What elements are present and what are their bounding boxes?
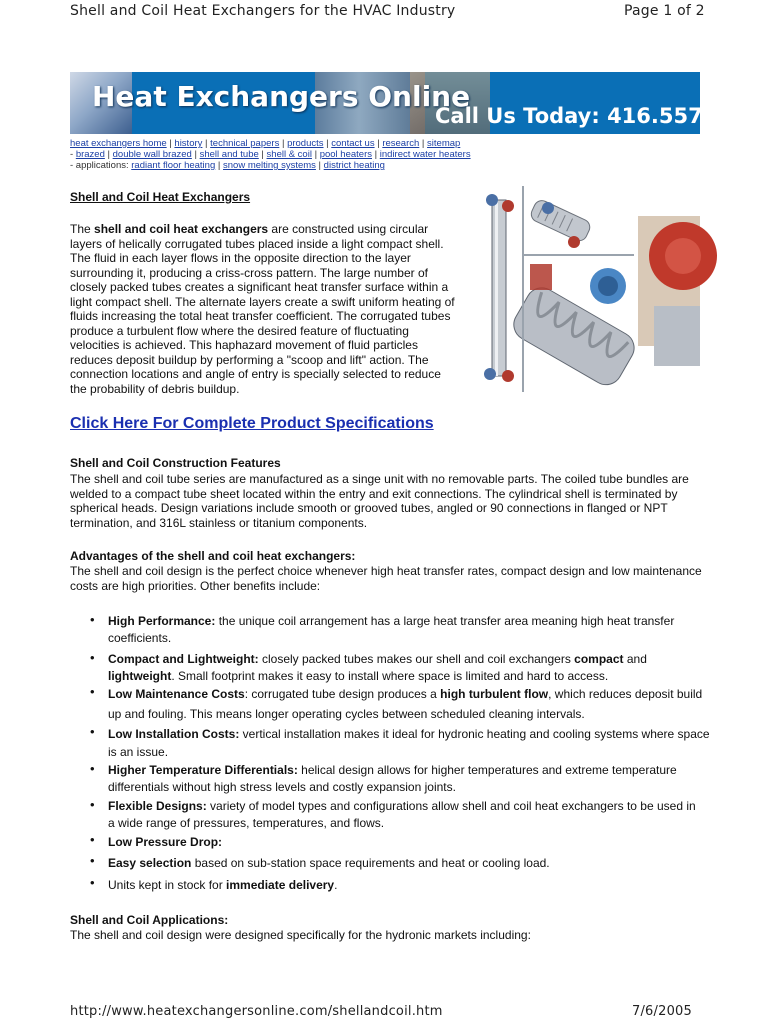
nav-row-prefix: - — [70, 149, 76, 160]
nav-link-products[interactable]: products — [287, 138, 324, 149]
benefit-item — [90, 761, 700, 797]
intro-line: layers of helically corrugated tubes placed inside a light compact shell. — [70, 236, 444, 251]
intro-line: are constructed using circular — [268, 222, 429, 236]
nav-link-contact-us[interactable]: contact us — [331, 138, 375, 149]
benefit-item — [90, 684, 703, 724]
benefit-text: and — [623, 652, 647, 666]
nav-link-indirect-water-heaters[interactable]: indirect water heaters — [379, 149, 471, 160]
benefit-text: is an issue. — [108, 745, 169, 759]
benefit-emphasis: compact — [574, 652, 624, 666]
construction-heading: Shell and Coil Construction Features — [70, 456, 281, 470]
construction-paragraph — [70, 472, 700, 530]
benefit-title: Low Installation Costs: — [108, 727, 240, 741]
nav-row-applications: - applications: radiant floor heating | snow melting systems | district heating — [70, 160, 385, 171]
intro-line: light compact shell. The alternate layers create a swift uniform heating of — [70, 294, 455, 309]
nav-link-brazed[interactable]: brazed — [75, 149, 105, 160]
print-footer-url: http://www.heatexchangersonline.com/shellandcoil.htm — [70, 1004, 443, 1019]
benefit-text: , which reduces deposit build — [548, 687, 703, 701]
nav-link-sitemap[interactable]: sitemap — [427, 138, 461, 149]
nav-link-shell-and-coil[interactable]: shell & coil — [266, 149, 312, 160]
benefit-item — [90, 853, 700, 875]
heat-exchanger-illustration — [478, 186, 700, 392]
benefit-item — [90, 832, 700, 853]
nav-row-primary: heat exchangers home | history | technical papers | products | contact us | research | sitemap — [70, 138, 461, 149]
advantages-line: The shell and coil design is the perfect choice whenever high heat transfer rates, compact design and low maintenance — [70, 564, 702, 578]
benefit-text: vertical installation makes it ideal for hydronic heating and cooling systems where space — [239, 727, 710, 741]
nav-row-prefix: - applications: — [70, 160, 132, 171]
benefit-text: . Small footprint makes it easy to install where space is limited and hard to access. — [171, 669, 609, 683]
banner-title: Heat Exchangers Online — [92, 80, 471, 113]
benefit-title: Compact and Lightweight: — [108, 652, 259, 666]
benefit-item — [90, 650, 700, 684]
benefits-list — [90, 612, 710, 895]
intro-bold-term: shell and coil heat exchangers — [94, 222, 269, 236]
intro-lead: The — [70, 222, 95, 236]
nav-row-products: - brazed | double wall brazed | shell and tube | shell & coil | pool heaters | indirect water heaters — [70, 149, 471, 160]
benefit-title: High Performance: — [108, 614, 216, 628]
benefit-item — [90, 724, 710, 761]
nav-link-radiant-floor-heating[interactable]: radiant floor heating — [131, 160, 216, 171]
construction-line: termination, and 316L stainless or titanium components. — [70, 515, 368, 530]
intro-line: the probability of debris buildup. — [70, 381, 240, 396]
intro-line: velocities is achieved. This haphazard movement of fluid particles — [70, 338, 418, 352]
benefit-text: helical design allows for higher temperatures and extreme temperature — [297, 763, 677, 777]
nav-link-technical-papers[interactable]: technical papers — [210, 138, 280, 149]
benefit-text: the unique coil arrangement has a large heat transfer area meaning high heat transfer — [215, 614, 675, 628]
product-specifications-link[interactable]: Click Here For Complete Product Specifications — [70, 415, 434, 432]
benefit-title: Easy selection — [108, 856, 192, 870]
benefit-text: closely packed tubes makes our shell and coil exchangers — [258, 652, 575, 666]
construction-line: welded to a compact tube sheet located within the entry and exit connections. The cylindrical shell is terminated by — [70, 486, 678, 501]
nav-link-research[interactable]: research — [382, 138, 420, 149]
benefit-item — [90, 875, 700, 895]
print-header-title: Shell and Coil Heat Exchangers for the HVAC Industry — [70, 3, 456, 19]
intro-line: closely packed tubes creates a significant heat transfer surface within a — [70, 280, 449, 294]
intro-line: produce a turbulent flow where the desired feature of fluctuating — [70, 323, 409, 338]
benefit-text: variety of model types and configurations allow shell and coil heat exchangers to be used in — [206, 799, 696, 813]
banner-phone: Call Us Today: 416.557.10 — [435, 104, 740, 128]
benefit-emphasis: lightweight — [108, 669, 172, 683]
benefit-text: differentials without high stress levels and costly expansion joints. — [108, 780, 456, 794]
benefit-text: Units kept in stock for — [108, 878, 227, 892]
benefit-text: a wide range of pressures, temperatures, and flows. — [108, 816, 385, 830]
nav-link-history[interactable]: history — [174, 138, 203, 149]
applications-heading: Shell and Coil Applications: — [70, 913, 229, 927]
benefit-item — [90, 612, 700, 650]
benefit-title: Low Pressure Drop: — [108, 835, 223, 849]
product-photo-collage — [478, 186, 700, 392]
applications-line: The shell and coil design were designed specifically for the hydronic markets including: — [70, 928, 531, 942]
intro-line: reduces deposit buildup by performing a "scoop and lift" action. The — [70, 352, 429, 367]
benefit-title: Higher Temperature Differentials: — [108, 763, 298, 777]
benefit-text: up and fouling. This means longer operating cycles between scheduled cleaning intervals. — [108, 707, 585, 721]
nav-link-shell-and-tube[interactable]: shell and tube — [199, 149, 259, 160]
benefit-title: Flexible Designs: — [108, 799, 207, 813]
print-header-page-number: Page 1 of 2 — [624, 3, 705, 19]
nav-link-double-wall-brazed[interactable]: double wall brazed — [112, 149, 192, 160]
nav-link-home[interactable]: heat exchangers home — [70, 138, 167, 149]
print-footer-date: 7/6/2005 — [632, 1004, 692, 1019]
advantages-paragraph — [70, 564, 700, 593]
benefit-text: based on sub-station space requirements and heat or cooling load. — [191, 856, 550, 870]
nav-link-snow-melting-systems[interactable]: snow melting systems — [223, 160, 316, 171]
construction-line: The shell and coil tube series are manufactured as a singe unit with no removable parts. The coiled tube bundles are — [70, 472, 689, 486]
nav-link-district-heating[interactable]: district heating — [323, 160, 385, 171]
benefit-text: : corrugated tube design produces a — [244, 687, 441, 701]
benefit-title: Low Maintenance Costs — [108, 687, 245, 701]
intro-paragraph — [70, 222, 478, 396]
benefit-text: . — [334, 878, 338, 892]
advantages-heading: Advantages of the shell and coil heat exchangers: — [70, 549, 356, 563]
intro-line: surrounding it, producing a criss-cross pattern. The large number of — [70, 265, 428, 280]
site-banner[interactable] — [70, 72, 740, 134]
applications-paragraph — [70, 928, 700, 943]
construction-line: spherical heads. Design variations include smooth or grooved tubes, angled or 90 connections in flanged or NPT — [70, 501, 668, 515]
nav-link-pool-heaters[interactable]: pool heaters — [319, 149, 372, 160]
intro-line: fluids increasing the total heat transfer coefficient. The corrugated tubes — [70, 309, 451, 323]
benefit-item — [90, 797, 700, 832]
intro-line: The fluid in each layer flows in the opposite direction to the layer — [70, 251, 411, 265]
benefit-text: coefficients. — [108, 631, 172, 645]
benefit-emphasis: immediate delivery — [226, 878, 335, 892]
section-heading: Shell and Coil Heat Exchangers — [70, 190, 251, 204]
advantages-line: costs are high priorities. Other benefits include: — [70, 578, 321, 593]
intro-line: connection locations and angle of entry is specially selected to reduce — [70, 367, 441, 381]
benefit-emphasis: high turbulent flow — [440, 687, 549, 701]
